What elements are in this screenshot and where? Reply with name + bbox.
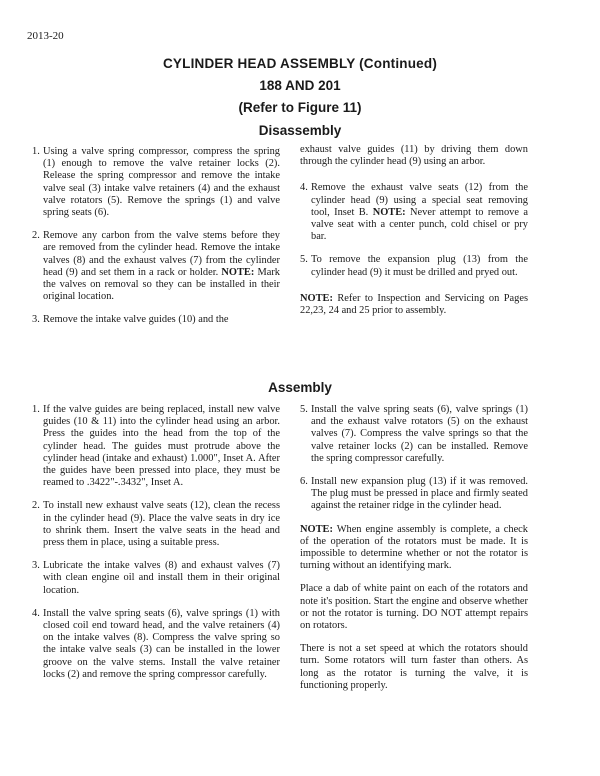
assembly-heading: Assembly [268,380,332,395]
step-number: 4. [32,607,40,619]
note-text: Never attempt to remove a valve seat with a center punch, cold chisel or pry bar. [311,206,528,243]
step-text: Using a valve spring compressor, compress the spring (1) enough to remove the valve retainer locks (2). Release the spring compressor and remove the intake valve seal (3) intake valve retainers (4) and the exhaust valve rotators (5). Remove the springs (1) and valve spring seats (6). [43,146,280,219]
step-text: Remove any carbon from the valve stems before they are removed from the cylinder head. Remove the intake valves (8) and the exhaust valves (7) from the cylinder head (9) and set them in a rack or holder. [43,230,280,278]
step-text-container [311,182,528,243]
note-label: NOTE: [300,523,333,535]
step-text: Remove the exhaust valve seats (12) from the cylinder head (9) using a special seat removing tool, Inset B. [311,182,528,218]
disassembly-note [300,293,528,317]
assembly-step-2 [32,500,280,549]
disassembly-heading: Disassembly [258,123,342,138]
note-text: When engine assembly is complete, a check of the operation of the rotators must be made. It is impossible to determine whether or not the rotator is turning without an identifying mark. [300,523,528,572]
disassembly-left-column [32,146,280,338]
assembly-left-column [32,404,280,692]
page-title: CYLINDER HEAD ASSEMBLY (Continued) [162,56,438,71]
step-number: 1. [32,146,40,157]
disassembly-step-5 [300,254,528,278]
step-text: If the valve guides are being replaced, install new valve guides (10 & 11) into the cylinder head using an arbor. Press the guides into the head from the top of the cylinder head. The guides must protrude above the cylinder head (intake and exhaust) 1.000", Inset A. After the guides have been pressed into place, they must be reamed to .3422"-.3432", Inset A. [43,404,280,489]
model-subtitle: 188 AND 201 [259,78,341,93]
disassembly-step-3-continuation: exhaust valve guides (11) by driving them down through the cylinder head (9) using an arbor. [300,144,528,168]
step-text: To install new exhaust valve seats (12), clean the recess in the cylinder head (9). Place the valve seats in dry ice to shrink them. Insert the valve seats in the head and press them in place, using a suitable press. [43,500,280,549]
assembly-right-column [300,404,528,703]
note-text: Mark the valves on removal so they can be installed in their original location. [43,266,280,303]
disassembly-step-2 [32,230,280,303]
step-number: 4. [300,182,308,194]
assembly-step-4 [32,608,280,681]
step-number: 6. [300,476,308,488]
step-text: Lubricate the intake valves (8) and exhaust valves (7) with clean engine oil and install them in their original location. [43,560,280,596]
figure-reference: (Refer to Figure 11) [238,100,362,115]
step-text-container [43,230,280,303]
disassembly-step-1 [32,146,280,219]
disassembly-step-3 [32,314,280,326]
page-number: 2013-20 [27,30,64,42]
assembly-note [300,524,528,573]
assembly-step-6 [300,476,528,513]
step-number: 5. [300,254,308,266]
disassembly-right-column [300,144,528,328]
assembly-step-1 [32,404,280,489]
assembly-step-5 [300,404,528,465]
step-text: Install new expansion plug (13) if it was removed. The plug must be pressed in place and firmly seated against the retainer ridge in the cylinder head. [311,476,528,512]
disassembly-step-4 [300,182,528,243]
assembly-paragraph-1: Place a dab of white paint on each of the rotators and note it's position. Start the engine and observe whether or not the rotator is turning. DO NOT attempt repairs on rotators. [300,583,528,632]
step-text: Remove the intake valve guides (10) and the [43,314,229,326]
assembly-step-3 [32,560,280,597]
assembly-paragraph-2: There is not a set speed at which the rotators should turn. Some rotators will turn faster than others. As long as the rotator is turning the valve, it is functioning properly. [300,643,528,691]
step-text: To remove the expansion plug (13) from the cylinder head (9) it must be drilled and pryed out. [311,254,528,278]
note-text: Refer to Inspection and Servicing on Pages 22,23, 24 and 25 prior to assembly. [300,292,528,317]
note-label: NOTE: [221,266,255,278]
step-number: 2. [32,230,40,242]
step-text: Install the valve spring seats (6), valve springs (1) with closed coil end toward head, and the valve retainers (4) on the intake valves (8). Compress the valve spring so the intake valve seals (3) can be installed in the lower groove on the valve stems. Install the valve retainer locks (2) and remove the spring compressor carefully. [43,607,280,680]
step-number: 3. [32,560,40,572]
note-label: NOTE: [300,292,333,304]
step-text: Install the valve spring seats (6), valve springs (1) and the exhaust valve rotators (5) on the exhaust valves (7). Compress the valve springs so that the valve retainer locks (2) can be installed. Remove the spring compressor carefully. [311,404,528,464]
note-label: NOTE: [372,206,406,218]
step-number: 3. [32,314,40,326]
step-number: 2. [32,500,40,512]
step-number: 1. [32,404,40,415]
step-number: 5. [300,404,308,415]
